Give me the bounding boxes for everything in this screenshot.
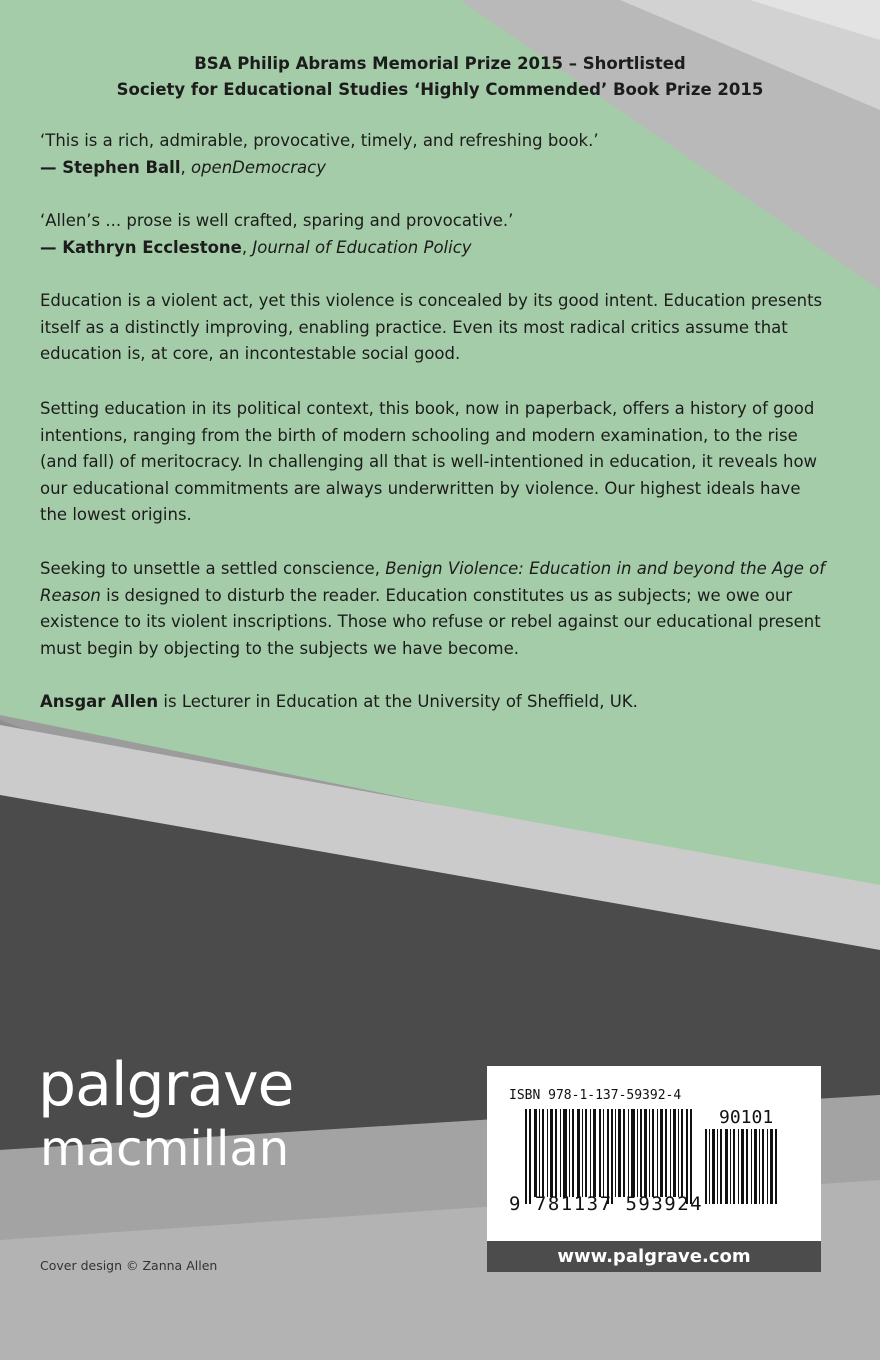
- author-name: Ansgar Allen: [40, 692, 159, 711]
- description-paragraph: [40, 556, 830, 662]
- quote-dash: —: [40, 157, 63, 177]
- quote-attribution: [40, 155, 830, 182]
- quote-separator: ,: [180, 157, 191, 177]
- prize-item: BSA Philip Abrams Memorial Prize 2015 – Shortlisted: [194, 54, 686, 73]
- quote-source: Journal of Education Policy: [252, 237, 472, 257]
- quote-author: Kathryn Ecclestone: [62, 237, 242, 257]
- prize-item: Society for Educational Studies ‘Highly Commended’ Book Prize 2015: [116, 80, 764, 99]
- publisher-logo-line1: palgrave: [38, 1050, 294, 1120]
- author-bio: [40, 689, 830, 716]
- website-link[interactable]: www.palgrave.com: [487, 1241, 821, 1272]
- book-title: Benign Violence: Education in and beyond the Age of Reason: [40, 559, 826, 605]
- desc-text: is designed to disturb the reader. Education constitutes us as subjects; we owe our existence to its violent inscriptions. Those who refuse or rebel against our educational present must begin by objecting to the subjects we have become.: [40, 585, 821, 658]
- description-paragraph: Setting education in its political context, this book, now in paperback, offers a history of good intentions, ranging from the birth of modern schooling and modern examination, to the rise (and fall) of meritocracy. In challenging all that is well-intentioned in education, it reveals how our educational commitments are always underwritten by violence. Our highest ideals have the lowest origins.: [40, 399, 818, 524]
- barcode-box: [487, 1066, 821, 1241]
- quote-separator: ,: [241, 237, 253, 257]
- isbn-label: ISBN 978-1-137-59392-4: [509, 1088, 682, 1103]
- review-quote: [40, 208, 830, 261]
- price-code: 90101: [719, 1107, 774, 1128]
- quote-dash: —: [40, 237, 63, 257]
- publisher-logo-line2: macmillan: [40, 1121, 290, 1177]
- barcode-digits: 9 781137 593924: [509, 1193, 704, 1215]
- desc-text: Seeking to unsettle a settled conscience,: [40, 559, 386, 578]
- quote-text: ‘Allen’s ... prose is well crafted, sparing and provocative.’: [40, 211, 514, 230]
- author-bio-text: is Lecturer in Education at the University of Sheffield, UK.: [158, 692, 638, 711]
- cover-credit: Cover design © Zanna Allen: [40, 1258, 218, 1273]
- review-quote: [40, 128, 830, 181]
- quote-source: openDemocracy: [190, 157, 326, 177]
- prize-list: [40, 51, 840, 103]
- quote-author: Stephen Ball: [62, 157, 181, 177]
- quote-text: ‘This is a rich, admirable, provocative, timely, and refreshing book.’: [40, 131, 599, 150]
- description-paragraph: Education is a violent act, yet this violence is concealed by its good intent. Education presents itself as a distinctly improving, enabling practice. Even its most radical critics assume that education is, at core, an incontestable social good.: [40, 291, 823, 363]
- quote-attribution: [40, 235, 830, 262]
